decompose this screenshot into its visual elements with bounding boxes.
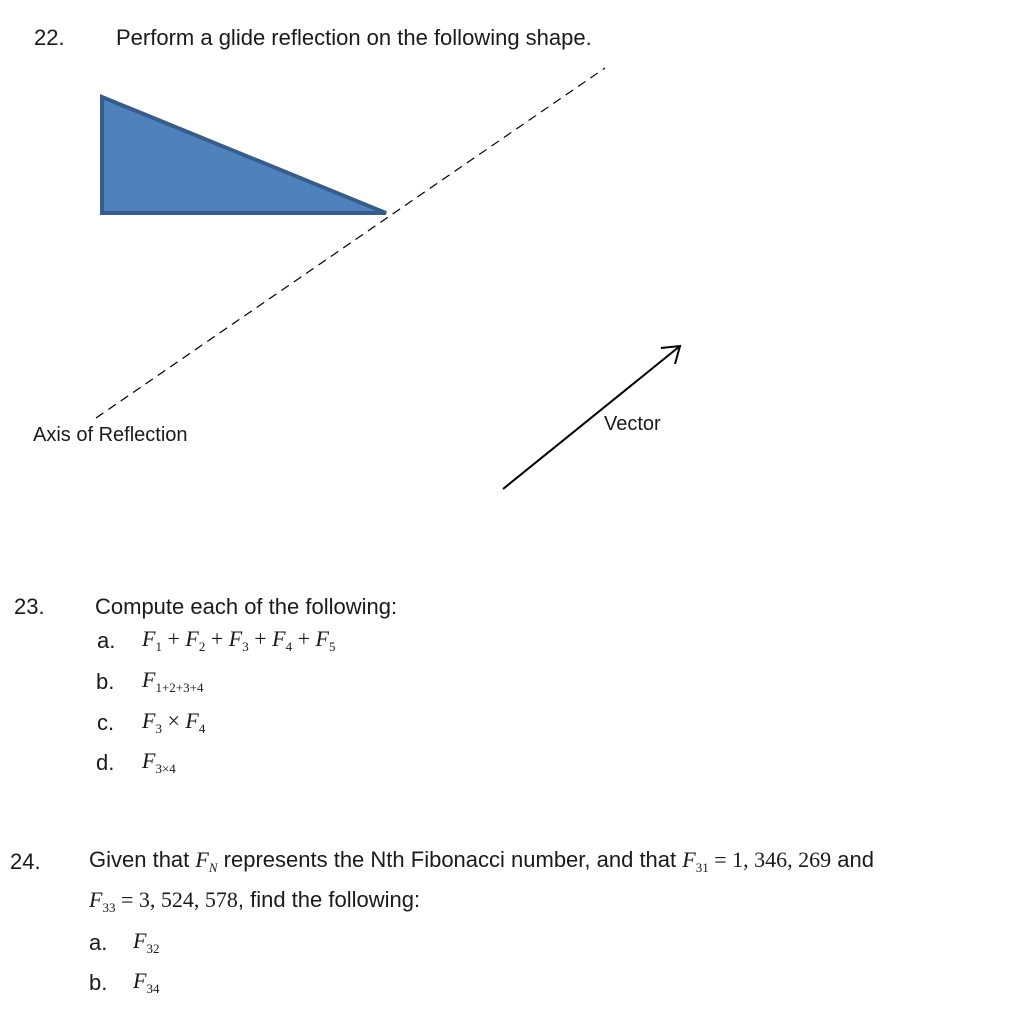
q23-item-d-expression: $F_{3\times 4}$	[142, 748, 176, 776]
q24-f31-value: = 1, 346, 269	[714, 847, 832, 872]
q24-f33-value: = 3, 524, 578	[120, 887, 238, 912]
q24-f31-sub: 31	[695, 860, 709, 875]
q23-item-b-letter: b.	[96, 669, 115, 694]
question-22-number: 22.	[34, 25, 65, 50]
question-24-line-1	[89, 847, 874, 873]
q24-item-b-letter: b.	[89, 970, 108, 995]
q24-text-represents: represents the Nth Fibonacci number, and that	[223, 847, 677, 872]
q24-item-a-expression	[133, 928, 159, 954]
q24-item-b-expression	[133, 968, 159, 994]
q23-item-c-expression: $F_3 \times F_4$	[142, 708, 206, 736]
question-24-line-2	[89, 887, 420, 913]
q24-item-b-sub: 34	[146, 981, 160, 996]
vector-label: Vector	[604, 413, 661, 435]
q23-item-b-expression: $F_{1+2+3+4}$	[142, 667, 204, 695]
q24-text-given: Given that	[89, 847, 190, 872]
q24-var-n-base: F	[195, 847, 209, 872]
axis-of-reflection-label: Axis of Reflection	[33, 424, 188, 446]
q24-item-a-letter: a.	[89, 930, 108, 955]
question-22-prompt: Perform a glide reflection on the following shape.	[116, 25, 592, 50]
q24-text-find: , find the following:	[237, 887, 421, 912]
q24-item-b-base: F	[133, 968, 147, 993]
axis-of-reflection-line	[96, 68, 605, 418]
q24-f33-sub: 33	[102, 900, 116, 915]
q24-var-n-sub: N	[208, 860, 218, 875]
q23-item-c-letter: c.	[97, 710, 115, 735]
q24-item-a-base: F	[133, 928, 147, 953]
q23-item-a-letter: a.	[97, 628, 116, 653]
q24-text-and: and	[837, 847, 874, 872]
triangle-shape	[102, 97, 386, 213]
question-23-prompt: Compute each of the following:	[95, 594, 398, 619]
q24-f33-base: F	[89, 887, 103, 912]
q24-f31-base: F	[682, 847, 696, 872]
q24-item-a-sub: 32	[146, 941, 160, 956]
q23-item-d-letter: d.	[96, 750, 115, 775]
question-23-number: 23.	[14, 594, 45, 619]
question-24-number: 24.	[10, 849, 41, 874]
q23-item-a-expression: $F_1 + F_2 + F_3 + F_4 + F_5$	[142, 626, 336, 654]
